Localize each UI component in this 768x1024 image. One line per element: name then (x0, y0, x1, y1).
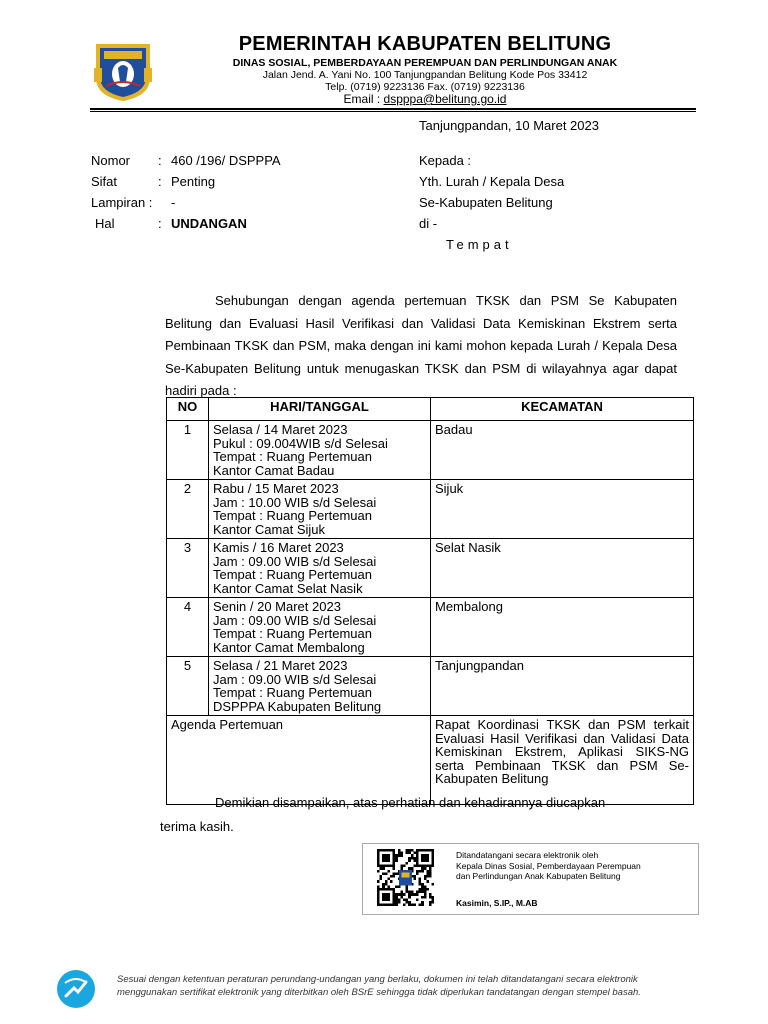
row-schedule (209, 539, 431, 598)
table-header-row (167, 398, 694, 421)
table-row (167, 421, 694, 480)
recipient-tempat: Tempat (446, 237, 513, 252)
row-no: 2 (167, 480, 209, 539)
row-no: 1 (167, 421, 209, 480)
row-kecamatan: Sijuk (431, 480, 694, 539)
row-venue: Kantor Camat Badau (213, 462, 335, 478)
row-place: Tempat : Ruang Pertemuan (213, 449, 372, 464)
header-day: HARI/TANGGAL (209, 398, 431, 421)
row-venue: DSPPPA Kabupaten Belitung (213, 698, 382, 714)
nomor-label: Nomor (91, 153, 131, 168)
table-row (167, 598, 694, 657)
closing-line-2: terima kasih. (160, 819, 234, 834)
table-row (167, 480, 694, 539)
row-schedule (209, 421, 431, 480)
row-date: Senin / 20 Maret 2023 (213, 599, 341, 614)
regency-emblem-icon (92, 38, 154, 102)
bsre-logo-icon (56, 969, 96, 1009)
header-kecamatan: KECAMATAN (431, 398, 694, 421)
row-place: Tempat : Ruang Pertemuan (213, 567, 372, 582)
row-time: Pukul : 09.004WIB s/d Selesai (213, 435, 388, 451)
sifat-label: Sifat (91, 174, 118, 189)
row-kecamatan: Badau (431, 421, 694, 480)
place-date: Tanjungpandan, 10 Maret 2023 (419, 118, 599, 133)
footer-disclaimer-line-1: Sesuai dengan ketentuan peraturan perundang-undangan yang berlaku, dokumen ini telah ditandatangani secara elektronik (117, 974, 638, 985)
email-label: Email : (343, 92, 384, 106)
table-row (167, 657, 694, 716)
row-date: Selasa / 21 Maret 2023 (213, 658, 348, 673)
recipient-di: di - (419, 216, 438, 231)
hal-value: UNDANGAN (171, 216, 247, 231)
recipient-name: Yth. Lurah / Kepala Desa (419, 174, 565, 189)
sifat-colon: : (158, 174, 162, 189)
recipient-region: Se-Kabupaten Belitung (419, 195, 553, 210)
hal-label: Hal (95, 216, 115, 231)
row-place: Tempat : Ruang Pertemuan (213, 626, 372, 641)
closing-line-1: Demikian disampaikan, atas perhatian dan kehadirannya diucapkan (215, 795, 606, 810)
row-time: Jam : 09.00 WIB s/d Selesai (213, 671, 377, 687)
email-link[interactable]: dspppa@belitung.go.id (383, 92, 507, 106)
row-time: Jam : 09.00 WIB s/d Selesai (213, 553, 377, 569)
row-venue: Kantor Camat Sijuk (213, 521, 325, 537)
signer-name: Kasimin, S.IP., M.AB (456, 898, 538, 908)
row-kecamatan: Tanjungpandan (431, 657, 694, 716)
row-kecamatan: Selat Nasik (431, 539, 694, 598)
agenda-label: Agenda Pertemuan (167, 716, 431, 805)
signer-title-line-1: Kepala Dinas Sosial, Pemberdayaan Perempuan (456, 861, 641, 871)
row-schedule (209, 598, 431, 657)
letterhead-rule-thin (90, 111, 696, 112)
row-no: 5 (167, 657, 209, 716)
agenda-row (167, 716, 694, 805)
row-date: Selasa / 14 Maret 2023 (213, 422, 348, 437)
recipient-kepada: Kepada : (419, 153, 472, 168)
table-row (167, 539, 694, 598)
row-date: Rabu / 15 Maret 2023 (213, 481, 339, 496)
agency-name: DINAS SOSIAL, PEMBERDAYAAN PEREMPUAN DAN PERLINDUNGAN ANAK (232, 57, 618, 69)
agency-email-line (160, 92, 690, 106)
body-paragraph: Sehubungan dengan agenda pertemuan TKSK dan PSM Se Kabupaten Belitung dan Evaluasi Hasil Verifikasi dan Validasi Data Kemiskinan Ekstrem serta Pembinaan TKSK dan PSM, maka dengan ini kami mohon kepada Lurah / Kepala Desa Se-Kabupaten Belitung untuk menugaskan TKSK dan PSM di wilayahnya agar dapat hadiri pada : (165, 293, 677, 398)
row-venue: Kantor Camat Membalong (213, 639, 365, 655)
header-no: NO (167, 398, 209, 421)
signer-title-line-2: dan Perlindungan Anak Kabupaten Belitung (456, 871, 621, 881)
agenda-text: Rapat Koordinasi TKSK dan PSM terkait Evaluasi Hasil Verifikasi dan Validasi Data Kemiskinan Ekstrem, Aplikasi SIKS-NG serta Pembinaan TKSK dan PSM Se-Kabupaten Belitung (431, 716, 694, 805)
sifat-value: Penting (171, 174, 216, 189)
row-schedule (209, 657, 431, 716)
nomor-colon: : (158, 153, 162, 168)
lampiran-label: Lampiran : (91, 195, 153, 210)
government-title: PEMERINTAH KABUPATEN BELITUNG (238, 33, 612, 55)
letterhead-rule-thick (90, 108, 696, 110)
footer-disclaimer-line-2: menggunakan sertifikat elektronik yang diterbitkan oleh BSrE sehingga tidak diperlukan tandatangan dengan stempel basah. (117, 987, 641, 998)
row-venue: Kantor Camat Selat Nasik (213, 580, 363, 596)
row-no: 3 (167, 539, 209, 598)
row-time: Jam : 09.00 WIB s/d Selesai (213, 612, 377, 628)
row-place: Tempat : Ruang Pertemuan (213, 508, 372, 523)
lampiran-value: - (171, 195, 176, 210)
agency-phone: Telp. (0719) 9223136 Fax. (0719) 9223136 (325, 81, 525, 93)
hal-colon: : (158, 216, 162, 231)
row-time: Jam : 10.00 WIB s/d Selesai (213, 494, 377, 510)
row-date: Kamis / 16 Maret 2023 (213, 540, 344, 555)
nomor-value: 460 /196/ DSPPPA (171, 153, 281, 168)
row-kecamatan: Membalong (431, 598, 694, 657)
qr-code-icon[interactable] (371, 849, 441, 907)
row-place: Tempat : Ruang Pertemuan (213, 685, 372, 700)
signature-statement: Ditandatangani secara elektronik oleh (456, 850, 599, 860)
row-schedule (209, 480, 431, 539)
row-no: 4 (167, 598, 209, 657)
agency-address: Jalan Jend. A. Yani No. 100 Tanjungpandan Belitung Kode Pos 33412 (262, 69, 588, 81)
schedule-table (166, 397, 694, 805)
